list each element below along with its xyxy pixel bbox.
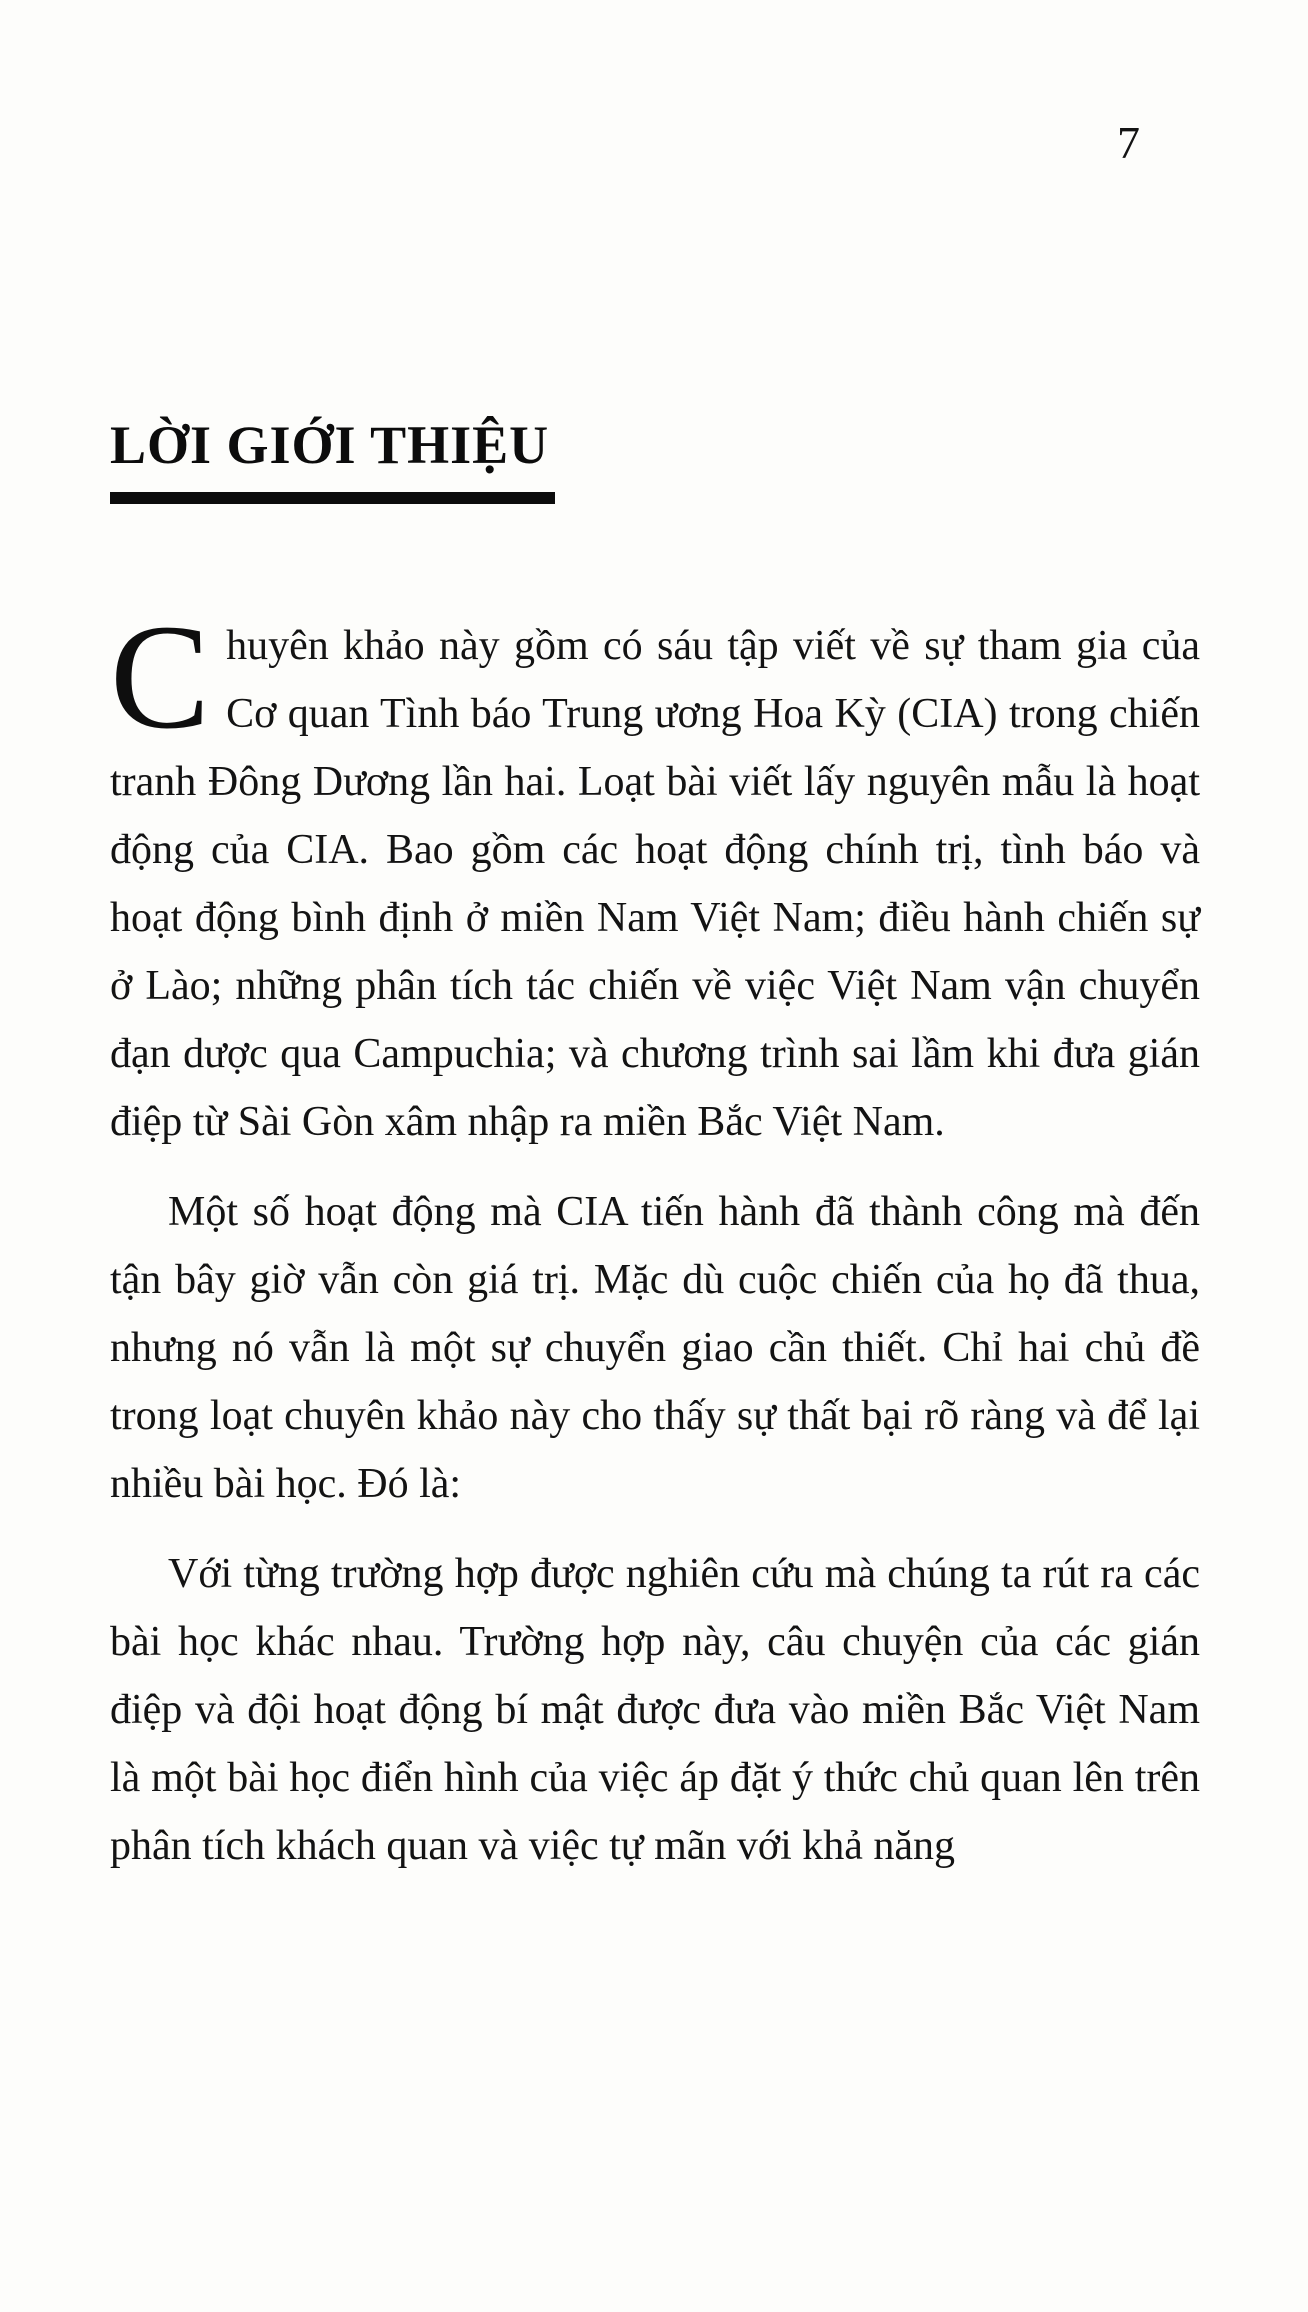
body-text [110, 594, 1200, 1902]
paragraph [110, 594, 1200, 1156]
page-number: 7 [1117, 117, 1140, 168]
drop-cap: C [110, 594, 211, 760]
paragraph: Một số hoạt động mà CIA tiến hành đã thành công mà đến tận bây giờ vẫn còn giá trị. Mặc dù cuộc chiến của họ đã thua, nhưng nó vẫn là một sự chuyển giao cần thiết. Chỉ hai chủ đề trong loạt chuyên khảo này cho thấy sự thất bại rõ ràng và để lại nhiều bài học. Đó là: [110, 1189, 1200, 1507]
paragraph: Với từng trường hợp được nghiên cứu mà chúng ta rút ra các bài học khác nhau. Trường hợp này, câu chuyện của các gián điệp và đội hoạt động bí mật được đưa vào miền Bắc Việt Nam là một bài học điển hình của việc áp đặt ý thức chủ quan lên trên phân tích khách quan và việc tự mãn với khả năng [110, 1551, 1200, 1869]
chapter-heading: LỜI GIỚI THIỆU [110, 414, 555, 504]
paragraph-text: huyên khảo này gồm có sáu tập viết về sự tham gia của Cơ quan Tình báo Trung ương Hoa Kỳ (CIA) trong chiến tranh Đông Dương lần hai. Loạt bài viết lấy nguyên mẫu là hoạt động của CIA. Bao gồm các hoạt động chính trị, tình báo và hoạt động bình định ở miền Nam Việt Nam; điều hành chiến sự ở Lào; những phân tích tác chiến về việc Việt Nam vận chuyển đạn dược qua Campuchia; và chương trình sai lầm khi đưa gián điệp từ Sài Gòn xâm nhập ra miền Bắc Việt Nam. [110, 623, 1200, 1145]
